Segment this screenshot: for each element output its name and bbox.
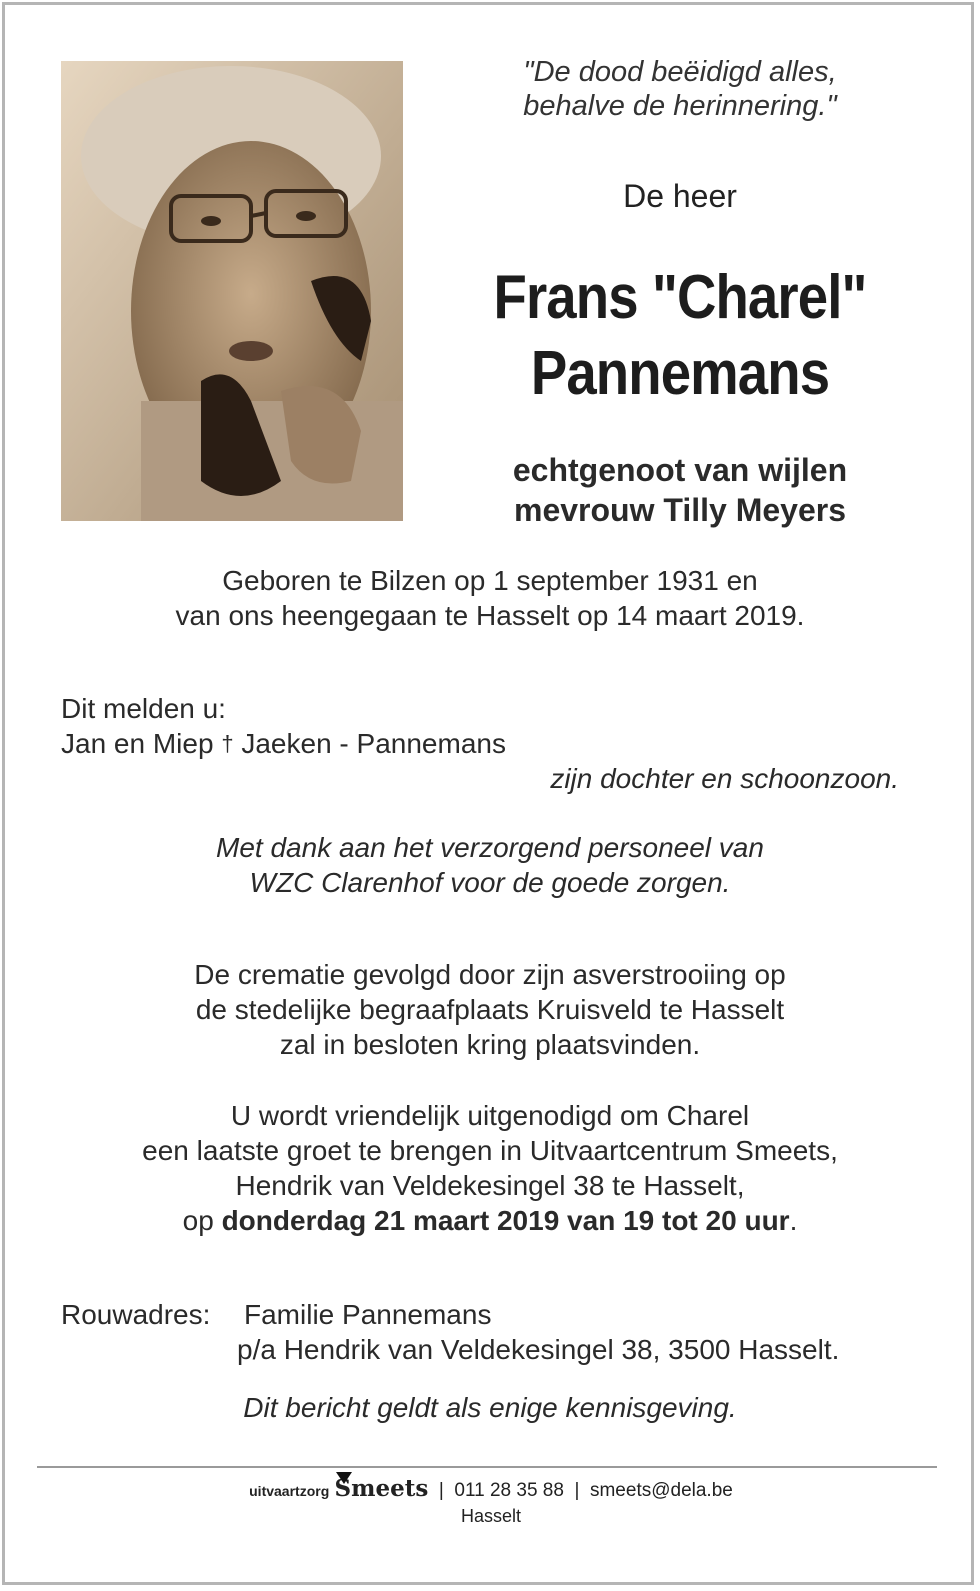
triangle-logo-icon [336, 1472, 352, 1484]
portrait-photo [61, 61, 403, 521]
invitation-line: Hendrik van Veldekesingel 38 te Hasselt, [235, 1170, 745, 1201]
mourning-address-street: p/a Hendrik van Veldekesingel 38, 3500 Hasselt. [237, 1334, 840, 1365]
spouse-line: echtgenoot van wijlen [512, 452, 848, 488]
cremation-line: zal in besloten kring plaatsvinden. [279, 1029, 701, 1060]
birth-death-dates [35, 563, 945, 633]
cremation-line: de stedelijke begraafplaats Kruisveld te Hasselt [195, 994, 785, 1025]
death-notice-card [2, 2, 974, 1585]
invitation-line: U wordt vriendelijk uitgenodigd om Charel [230, 1100, 750, 1131]
dates-line: Geboren te Bilzen op 1 september 1931 en [222, 565, 758, 596]
names-before: Jan en Miep [61, 728, 214, 759]
cremation-info [35, 957, 945, 1062]
cremation-line: De crematie gevolgd door zijn asverstrooiing op [194, 959, 786, 990]
invitation-prefix: op [182, 1205, 214, 1236]
portrait-photo-icon [61, 61, 403, 521]
deceased-name-line: Pannemans [530, 339, 830, 408]
invitation-date: donderdag 21 maart 2019 van 19 tot 20 uur [221, 1205, 790, 1236]
mourning-address-label: Rouwadres: [61, 1299, 211, 1330]
invitation [35, 1098, 945, 1238]
footer-phone: 011 28 35 88 [454, 1480, 564, 1501]
thanks-line: WZC Clarenhof voor de goede zorgen. [249, 867, 731, 898]
thanks-line: Met dank aan het verzorgend personeel van [216, 832, 764, 863]
invitation-line: een laatste groet te brengen in Uitvaartcentrum Smeets, [142, 1135, 838, 1166]
dates-line: van ons heengegaan te Hasselt op 14 maart 2019. [175, 600, 805, 631]
mourning-address-name: Familie Pannemans [244, 1299, 492, 1330]
notice: Dit bericht geldt als enige kennisgeving. [243, 1392, 737, 1423]
spouse-info [445, 450, 915, 530]
announcement-names [61, 726, 506, 763]
brand-prefix: uitvaartzorg [249, 1483, 330, 1499]
announcement-relation: zijn dochter en schoonzoon. [550, 763, 899, 794]
brand-name: Smeets [334, 1475, 429, 1502]
footer-separator: | [569, 1480, 585, 1501]
thanks [35, 830, 945, 900]
footer-email: smeets@dela.be [589, 1480, 733, 1501]
invitation-datetime [35, 1203, 945, 1238]
deceased-name [473, 260, 887, 412]
deceased-name-line: Frans "Charel" [493, 263, 867, 332]
names-after: Jaeken - Pannemans [241, 728, 506, 759]
announcement-intro: Dit melden u: [61, 693, 226, 724]
footer [5, 1475, 977, 1527]
footer-city: Hasselt [460, 1506, 522, 1526]
quote-line: behalve de herinnering." [523, 90, 837, 122]
quote [460, 55, 900, 123]
announcement [61, 691, 506, 763]
quote-line: "De dood beëidigd alles, [523, 56, 837, 88]
footer-separator: | [433, 1480, 450, 1501]
honorific: De heer [623, 178, 737, 214]
invitation-suffix: . [789, 1205, 798, 1236]
footer-divider [37, 1466, 937, 1468]
cross-icon: † [221, 731, 234, 756]
spouse-line: mevrouw Tilly Meyers [514, 492, 846, 528]
